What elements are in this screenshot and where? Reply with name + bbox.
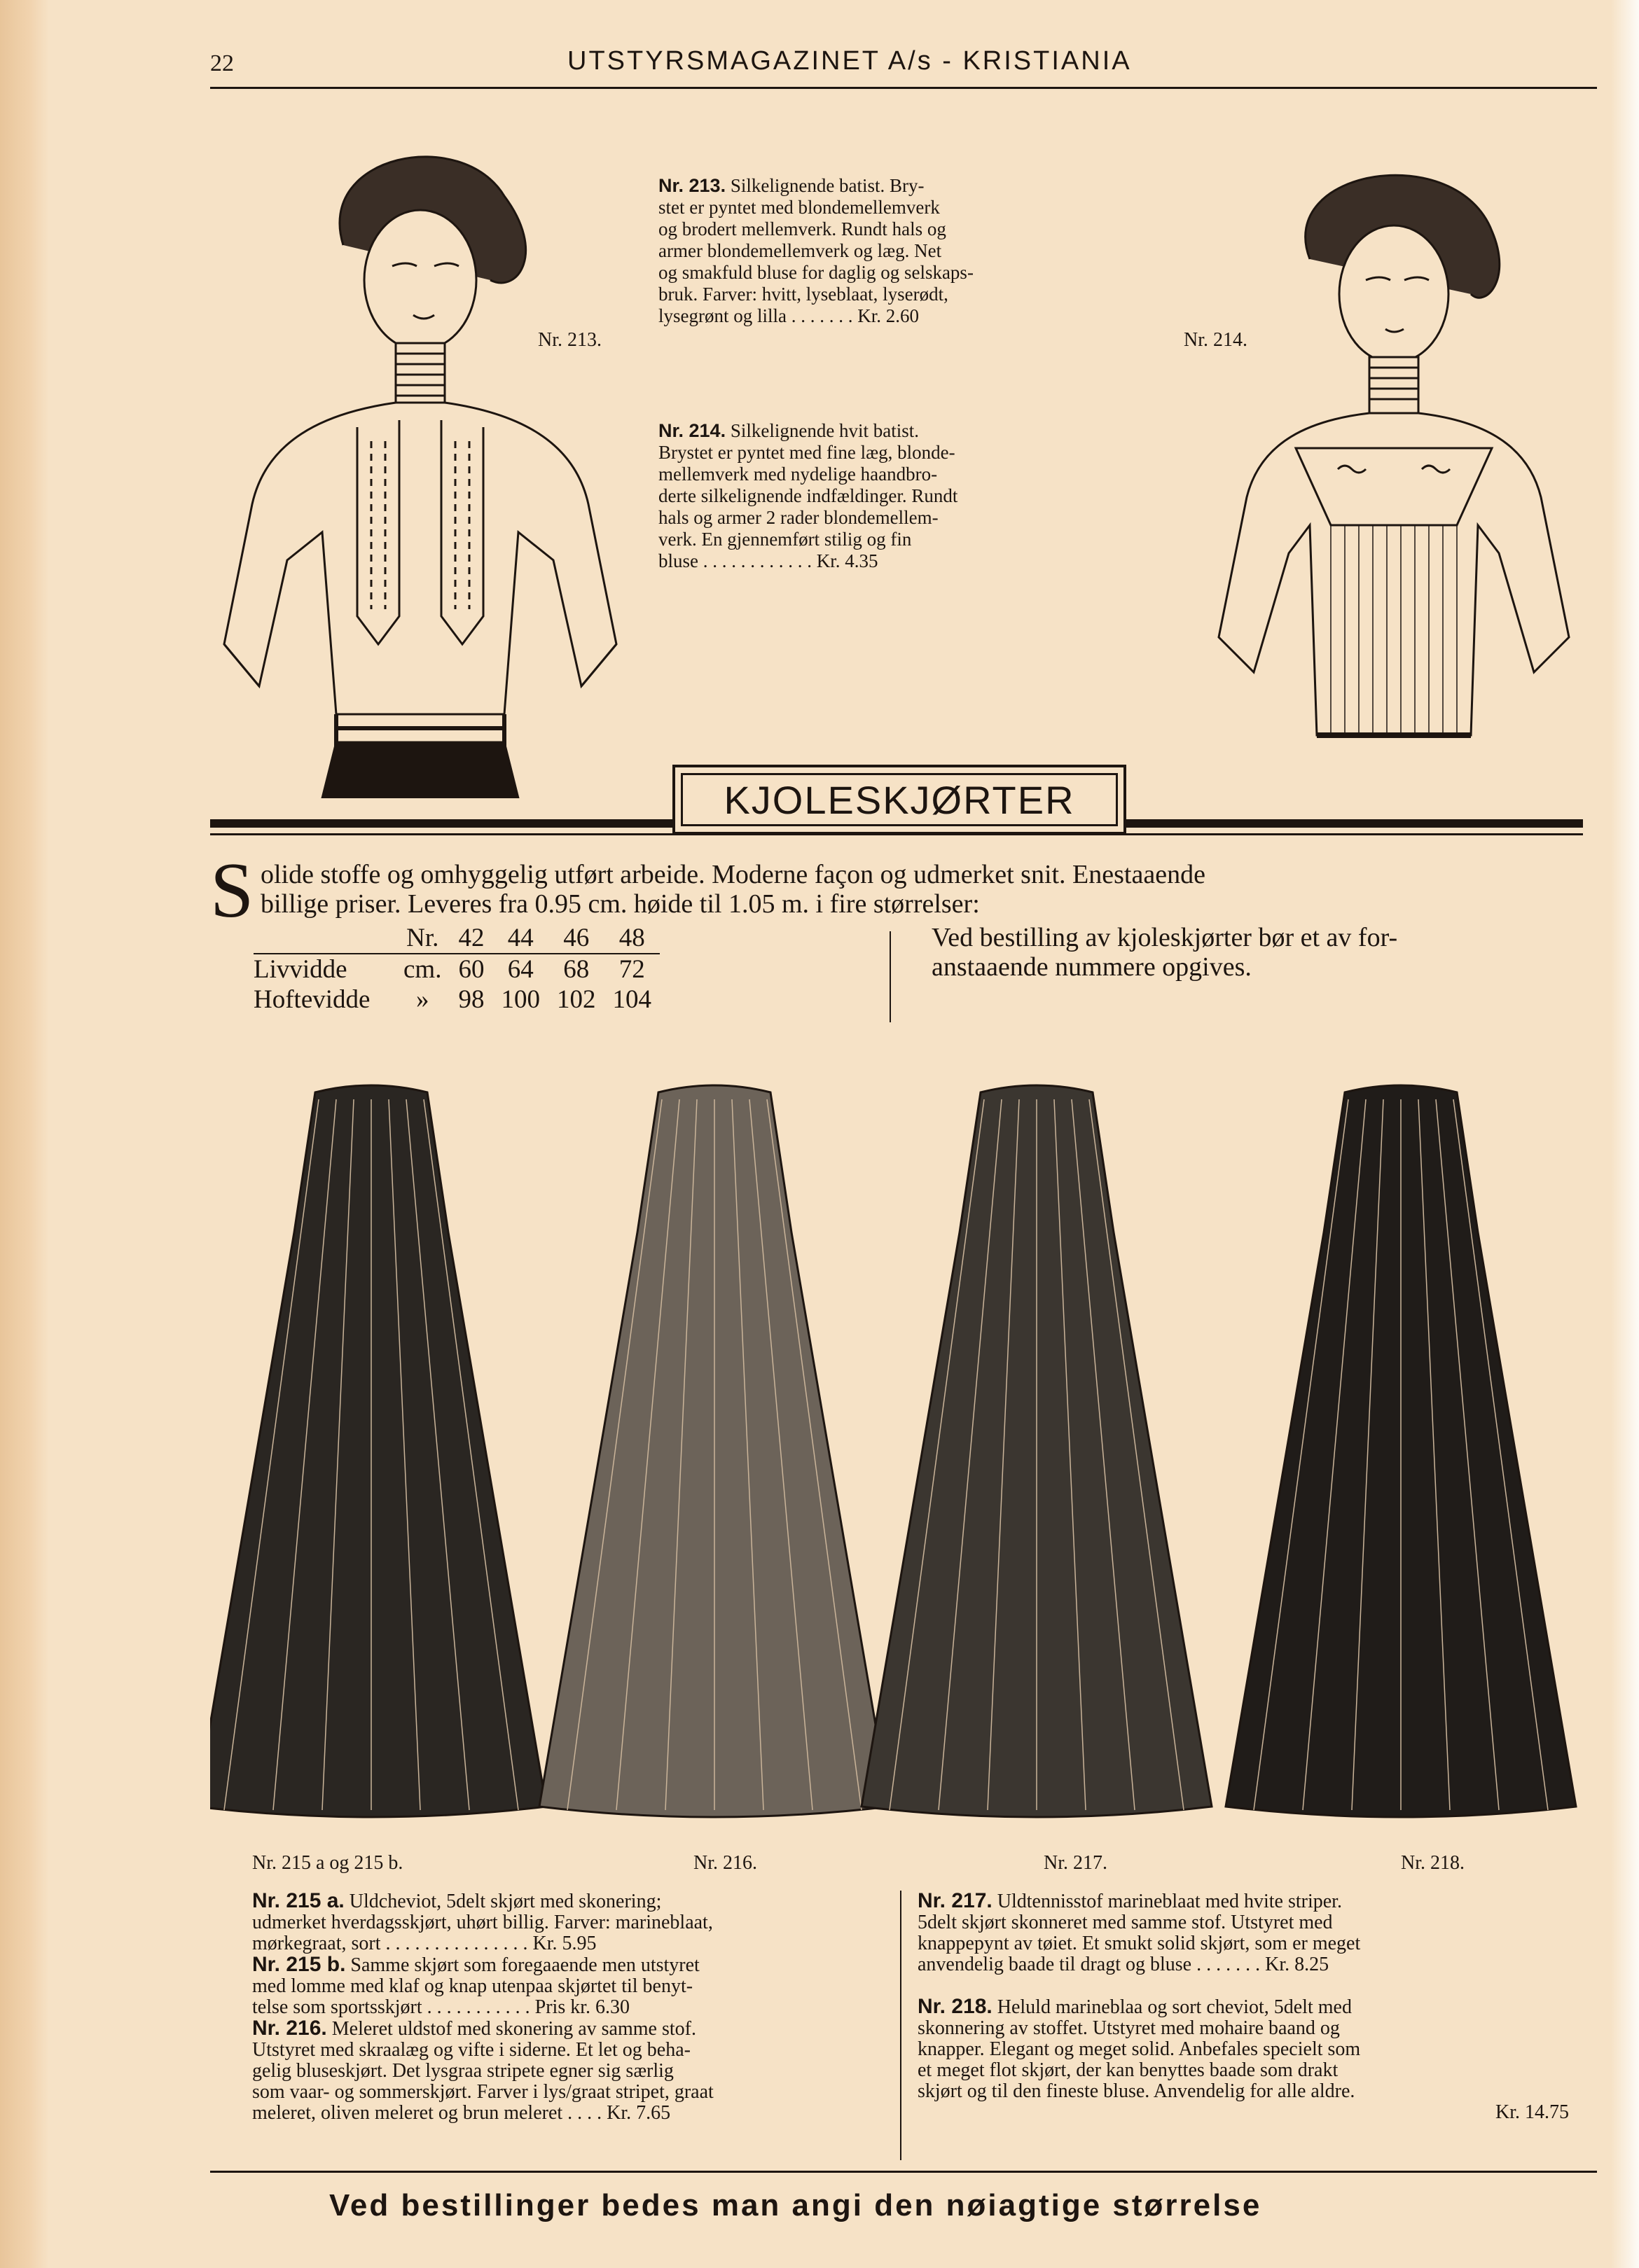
order-note-line: anstaaende nummere opgives. <box>932 952 1252 982</box>
blouse-214-caption: Nr. 214. <box>1184 329 1247 351</box>
blouse-214-description <box>658 420 1107 572</box>
footer-note: Ved bestillinger bedes man angi den nøiagtige størrelse <box>329 2188 1262 2222</box>
size-table-cell: Nr. <box>395 923 450 954</box>
skirt-text-line: Samme skjørt som foregaaende men utstyret <box>350 1954 700 1976</box>
skirt-number: Nr. 216. <box>252 2017 327 2040</box>
intro-line-2: billige priser. Leveres fra 0.95 cm. høide til 1.05 m. i fire størrelser: <box>261 889 980 919</box>
skirt-text-line: mørkegraat, sort . . . . . . . . . . . . . . . Kr. 5.95 <box>252 1933 597 1954</box>
drop-cap: S <box>210 847 254 934</box>
skirt-text-line: 5delt skjørt skonneret med samme stof. Utstyret med <box>918 1912 1333 1933</box>
size-table-cell: » <box>415 985 429 1014</box>
blouse-214-line: Brystet er pyntet med fine læg, blonde- <box>658 442 955 463</box>
skirt-text-line: meleret, oliven meleret og brun meleret . . . . Kr. 7.65 <box>252 2102 671 2124</box>
size-table-cell: 48 <box>604 923 660 954</box>
blouse-213-line: og brodert mellemverk. Rundt hals og <box>658 218 946 239</box>
size-table-cell: 98 <box>458 985 485 1014</box>
size-table-cell: 42 <box>450 923 492 954</box>
order-note <box>932 923 1590 982</box>
skirt-text-line: Heluld marineblaa og sort cheviot, 5delt med <box>997 1996 1352 2018</box>
skirt-text-line: Meleret uldstof med skonering av samme stof. <box>331 2018 696 2040</box>
skirt-caption: Nr. 215 a og 215 b. <box>252 1852 403 1874</box>
page-number: 22 <box>210 50 234 76</box>
skirt-text-line: skonnering av stoffet. Utstyret med mohaire baand og <box>918 2017 1340 2039</box>
blouse-213-number: Nr. 213. <box>658 175 726 196</box>
intro-line-1: olide stoffe og omhyggelig utført arbeide. Moderne façon og udmerket snit. Enestaaende <box>261 860 1205 889</box>
size-table-cell: 44 <box>492 923 548 954</box>
section-title-banner <box>672 765 1126 835</box>
size-table-cell: Livvidde <box>254 955 347 984</box>
blouse-214-line: derte silkelignende indfældinger. Rundt <box>658 485 958 506</box>
blouse-213-line: armer blondemellemverk og læg. Net <box>658 240 942 261</box>
skirt-text-line: et meget flot skjørt, der kan benyttes baade som drakt <box>918 2059 1339 2081</box>
blouse-213-illustration <box>210 112 658 798</box>
skirt-text-line: Utstyret med skraalæg og vifte i siderne. Et let og beha- <box>252 2039 691 2061</box>
header-rule <box>210 87 1597 89</box>
blouse-213-line: Silkelignende batist. Bry- <box>730 175 925 196</box>
size-table-cell: 60 <box>458 955 485 984</box>
skirt-number: Nr. 215 b. <box>252 1953 346 1976</box>
section-title: KJOLESKJØRTER <box>681 773 1118 826</box>
blouse-213-description <box>658 175 1107 327</box>
skirt-text-line: knappepynt av tøiet. Et smukt solid skjørt, som er meget <box>918 1933 1361 1954</box>
page-right-edge <box>1611 0 1639 2268</box>
order-note-line: Ved bestilling av kjoleskjørter bør et av for- <box>932 923 1398 952</box>
blouse-214-illustration <box>1191 133 1597 791</box>
skirt-text-line: med lomme med klaf og knap utenpaa skjørtet til benyt- <box>252 1975 693 1997</box>
size-table-cell: 68 <box>563 955 590 984</box>
skirt-text-line: knapper. Elegant og meget solid. Anbefales specielt som <box>918 2038 1361 2060</box>
size-table-row <box>254 954 660 985</box>
blouse-214-line: Silkelignende hvit batist. <box>730 420 920 441</box>
blouse-214-line: mellemverk med nydelige haandbro- <box>658 464 938 485</box>
size-table-cell: 64 <box>507 955 534 984</box>
size-table-header <box>254 923 660 954</box>
blouse-214-line: hals og armer 2 rader blondemellem- <box>658 507 939 528</box>
size-table-cell: 72 <box>618 955 645 984</box>
blouse-214-number: Nr. 214. <box>658 420 726 441</box>
skirt-text-line: skjørt og til den fineste bluse. Anvendelig for alle aldre. <box>918 2080 1355 2102</box>
skirt-number: Nr. 217. <box>918 1889 993 1912</box>
blouse-213-line: lysegrønt og lilla . . . . . . . Kr. 2.60 <box>658 305 919 326</box>
skirt-caption: Nr. 216. <box>693 1852 757 1874</box>
footer-rule <box>210 2171 1597 2173</box>
blouse-213-line: stet er pyntet med blondemellemverk <box>658 197 940 218</box>
size-table-cell: 46 <box>548 923 604 954</box>
skirt-215-illustration <box>210 1085 546 1817</box>
skirt-text-line: telse som sportsskjørt . . . . . . . . . . . Pris kr. 6.30 <box>252 1996 630 2018</box>
column-divider <box>900 1891 901 2160</box>
size-table-cell: 102 <box>556 985 596 1014</box>
skirt-text-line: Kr. 14.75 <box>1495 2101 1569 2123</box>
skirt-caption: Nr. 217. <box>1044 1852 1107 1874</box>
blouse-214-line: verk. En gjennemført stilig og fin <box>658 529 912 550</box>
running-head: UTSTYRSMAGAZINET A/s - KRISTIANIA <box>567 46 1132 76</box>
skirt-description-left <box>252 1891 883 2124</box>
size-table-cell: Hoftevidde <box>254 985 371 1014</box>
skirt-text-line: Uldtennisstof marineblaat med hvite striper. <box>997 1891 1342 1912</box>
size-table-cell: cm. <box>403 955 442 984</box>
skirt-number: Nr. 218. <box>918 1995 993 2018</box>
size-table-row <box>254 985 660 1015</box>
skirt-text-line: Uldcheviot, 5delt skjørt med skonering; <box>349 1891 662 1912</box>
skirt-description-right <box>918 1891 1569 2123</box>
size-table-cell: 104 <box>612 985 651 1014</box>
skirt-illustrations <box>210 1050 1597 1849</box>
column-divider <box>890 931 891 1022</box>
skirt-text-line: anvendelig baade til dragt og bluse . . . . . . . Kr. 8.25 <box>918 1954 1329 1975</box>
skirt-number: Nr. 215 a. <box>252 1889 345 1912</box>
blouse-214-line: bluse . . . . . . . . . . . . Kr. 4.35 <box>658 550 878 571</box>
skirt-text-line: som vaar- og sommerskjørt. Farver i lys/graat stripet, graat <box>252 2081 714 2103</box>
blouse-213-caption: Nr. 213. <box>538 329 602 351</box>
blouse-213-line: og smakfuld bluse for daglig og selskaps- <box>658 262 974 283</box>
skirt-text-line: udmerket hverdagsskjørt, uhørt billig. Farver: marineblaat, <box>252 1912 713 1933</box>
skirt-text-line: gelig bluseskjørt. Det lysgraa stripete egner sig særlig <box>252 2060 674 2082</box>
blouse-213-line: bruk. Farver: hvitt, lyseblaat, lyserødt, <box>658 284 948 305</box>
size-table <box>254 923 660 1015</box>
size-table-cell: 100 <box>501 985 540 1014</box>
skirt-caption: Nr. 218. <box>1401 1852 1465 1874</box>
page-binding-edge <box>0 0 49 2268</box>
